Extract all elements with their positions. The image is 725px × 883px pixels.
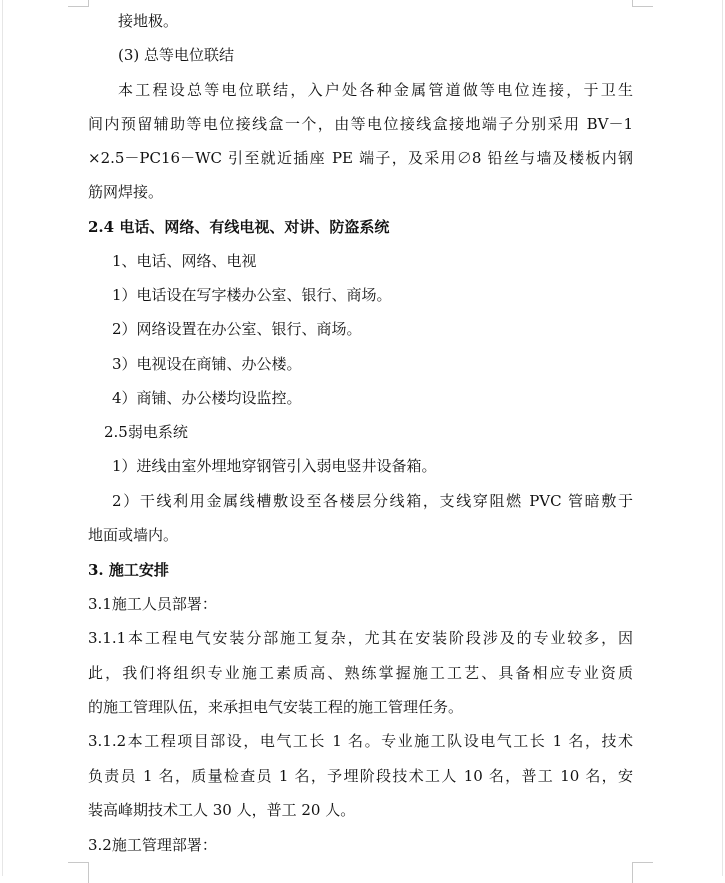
list-item: 1）电话设在写字楼办公室、银行、商场。: [112, 286, 392, 304]
paragraph-line: 筋网焊接。: [88, 183, 164, 201]
paragraph-line: 的施工管理队伍，来承担电气安装工程的施工管理任务。: [88, 698, 464, 716]
section-heading-3: 3. 施工安排: [88, 561, 169, 579]
section-heading: (3) 总等电位联结: [118, 46, 235, 64]
crop-mark-top-left: [68, 0, 89, 7]
paragraph-line: ×2.5－PC16－WC 引至就近插座 PE 端子，及采用∅8 铅丝与墙及楼板内钢: [88, 149, 633, 167]
crop-mark-bottom-right: [632, 862, 653, 883]
list-item: 2）网络设置在办公室、银行、商场。: [112, 320, 362, 338]
crop-mark-bottom-left: [68, 862, 89, 883]
paragraph-line: 装高峰期技术工人 30 人，普工 20 人。: [88, 801, 356, 819]
list-item: 3）电视设在商铺、办公楼。: [112, 355, 302, 373]
paragraph-line: 3.1.1本工程电气安装分部施工复杂，尤其在安装阶段涉及的专业较多，因: [88, 629, 633, 647]
section-heading-3-2: 3.2施工管理部署：: [88, 836, 217, 854]
list-item: 2）干线利用金属线槽敷设至各楼层分线箱，支线穿阻燃 PVC 管暗敷于: [112, 492, 633, 510]
paragraph-line: 本工程设总等电位联结，入户处各种金属管道做等电位连接，于卫生: [118, 81, 633, 99]
list-item: 4）商铺、办公楼均设监控。: [112, 389, 302, 407]
text-line: 接地极。: [118, 12, 179, 30]
page-edge-left: [2, 0, 3, 876]
paragraph-line: 地面或墙内。: [88, 526, 179, 544]
list-item: 1）进线由室外埋地穿钢管引入弱电竖井设备箱。: [112, 457, 437, 475]
section-heading-3-1: 3.1施工人员部署：: [88, 595, 217, 613]
paragraph-line: 间内预留辅助等电位接线盒一个，由等电位接线盒接地端子分别采用 BV－1: [88, 115, 633, 133]
section-heading-2-5: 2.5弱电系统: [104, 423, 188, 441]
section-heading-2-4: 2.4 电话、网络、有线电视、对讲、防盗系统: [88, 218, 390, 236]
paragraph-line: 负责员 1 名，质量检查员 1 名，予埋阶段技术工人 10 名，普工 10 名，安: [88, 767, 633, 785]
page-edge-right: [722, 0, 723, 876]
paragraph-line: 此，我们将组织专业施工素质高、熟练掌握施工工艺、具备相应专业资质: [88, 664, 633, 682]
paragraph-line: 3.1.2本工程项目部设，电气工长 1 名。专业施工队设电气工长 1 名，技术: [88, 732, 633, 750]
subsection-heading: 1、电话、网络、电视: [112, 252, 257, 270]
